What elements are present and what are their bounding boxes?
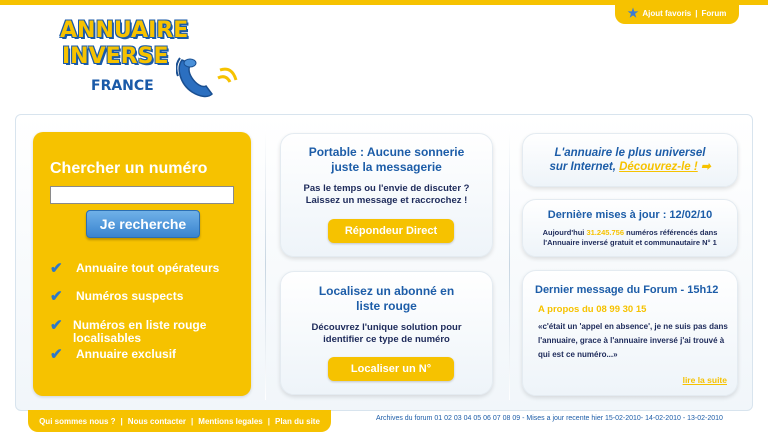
archive-link[interactable]: 02 bbox=[444, 415, 452, 422]
phone-icon bbox=[176, 54, 242, 100]
number-count: 31.245.756 bbox=[586, 228, 625, 237]
repondeur-direct-button[interactable]: Répondeur Direct bbox=[328, 219, 454, 243]
footer-links bbox=[28, 410, 331, 432]
search-panel bbox=[33, 132, 251, 396]
update-body bbox=[529, 228, 731, 248]
separator: | bbox=[120, 416, 123, 426]
check-icon: ✔ bbox=[50, 288, 63, 305]
add-favorite-link[interactable]: Ajout favoris bbox=[642, 8, 692, 18]
update-info: - Mises a jour recente hier 15-02-2010- 14-02-2010 - 13-02-2010 bbox=[522, 415, 723, 422]
card-localise bbox=[280, 271, 493, 395]
search-title: Chercher un numéro bbox=[50, 160, 208, 177]
logo-line-2: INVERSE bbox=[62, 44, 169, 69]
logo-line-3: FRANCE bbox=[91, 78, 154, 94]
localiser-button[interactable]: Localiser un N° bbox=[328, 357, 454, 381]
update-prefix: Aujourd'hui bbox=[542, 228, 585, 237]
feature-item bbox=[50, 262, 219, 275]
archive-link[interactable]: 07 bbox=[492, 415, 501, 422]
card-body: Découvrez l'unique solution pour identifier ce type de numéro bbox=[311, 322, 462, 345]
universel-line-1: L'annuaire le plus universel bbox=[554, 147, 706, 159]
archive-link[interactable]: 09 bbox=[512, 415, 521, 422]
contact-link[interactable]: Nous contacter bbox=[127, 416, 187, 426]
site-logo[interactable] bbox=[48, 16, 248, 106]
forum-subtitle: A propos du 08 99 30 15 bbox=[538, 304, 647, 315]
legal-link[interactable]: Mentions legales bbox=[198, 416, 263, 426]
phone-number-input[interactable] bbox=[50, 186, 234, 204]
divider bbox=[509, 130, 510, 400]
separator: | bbox=[267, 416, 270, 426]
forum-archives bbox=[376, 415, 723, 422]
update-suffix: numéros référencés dans l'Annuaire inversé gratuit et communautaire N° 1 bbox=[543, 228, 718, 247]
forum-link[interactable]: Forum bbox=[701, 8, 727, 18]
card-forum bbox=[522, 270, 738, 396]
feature-item bbox=[50, 348, 176, 361]
archive-link[interactable]: 06 bbox=[483, 415, 491, 422]
check-icon: ✔ bbox=[50, 260, 63, 277]
check-icon: ✔ bbox=[50, 317, 63, 334]
about-link[interactable]: Qui sommes nous ? bbox=[39, 416, 116, 426]
update-title: Dernière mises à jour : 12/02/10 bbox=[547, 209, 713, 221]
feature-label: Annuaire tout opérateurs bbox=[76, 261, 220, 275]
feature-item bbox=[50, 319, 240, 345]
divider bbox=[265, 130, 266, 400]
card-portable bbox=[280, 133, 493, 257]
logo-line-1: ANNUAIRE bbox=[60, 18, 189, 43]
archive-link[interactable]: 01 bbox=[434, 415, 443, 422]
universel-text bbox=[523, 146, 737, 174]
archives-label: Archives du forum bbox=[376, 415, 433, 422]
header-links bbox=[615, 2, 739, 24]
card-update bbox=[522, 199, 738, 257]
feature-label: Numéros suspects bbox=[76, 289, 184, 303]
feature-label: Annuaire exclusif bbox=[76, 347, 177, 361]
archive-link[interactable]: 04 bbox=[463, 415, 472, 422]
arrow-right-icon: ➡ bbox=[700, 161, 711, 173]
separator: | bbox=[191, 416, 194, 426]
archive-link[interactable]: 08 bbox=[502, 415, 511, 422]
read-more-link[interactable]: lire la suite bbox=[682, 375, 727, 385]
archive-link[interactable]: 03 bbox=[453, 415, 462, 422]
card-title: Portable : Aucune sonnerie juste la messagerie bbox=[308, 145, 465, 174]
card-body: Pas le temps ou l'envie de discuter ? Laissez un message et raccrochez ! bbox=[303, 183, 470, 206]
search-button[interactable]: Je recherche bbox=[86, 210, 200, 238]
forum-title: Dernier message du Forum - 15h12 bbox=[535, 284, 719, 296]
universel-prefix: sur Internet, bbox=[549, 161, 616, 173]
card-universel bbox=[522, 133, 738, 187]
sitemap-link[interactable]: Plan du site bbox=[275, 416, 320, 426]
feature-item bbox=[50, 290, 183, 303]
check-icon: ✔ bbox=[50, 346, 63, 363]
archive-link[interactable]: 05 bbox=[473, 415, 482, 422]
decouvrez-link[interactable]: Découvrez-le ! bbox=[619, 161, 698, 173]
star-icon: ★ bbox=[627, 6, 639, 20]
universel-line-2 bbox=[523, 160, 737, 174]
card-title: Localisez un abonné en liste rouge bbox=[318, 284, 455, 313]
separator: | bbox=[695, 8, 698, 18]
feature-label: Numéros en liste rouge localisables bbox=[73, 318, 207, 345]
forum-message: «c'était un 'appel en absence', je ne suis pas dans l'annuaire, grace à l'annuaire inversé j'ai trouvé à qui est ce numéro...» bbox=[538, 322, 728, 359]
